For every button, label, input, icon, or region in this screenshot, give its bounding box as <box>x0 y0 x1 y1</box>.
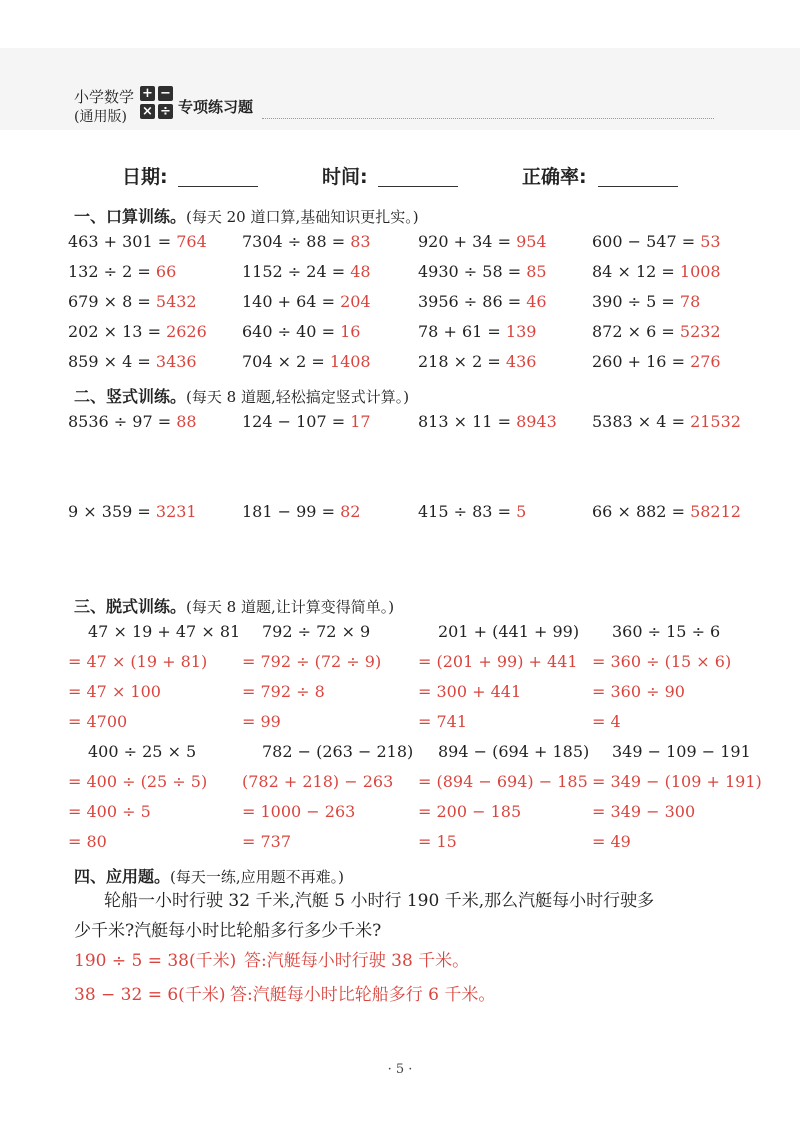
answer-2-calc: 38 − 32 = 6(千米) <box>74 985 226 1005</box>
operators-logo <box>140 86 174 120</box>
problem-item <box>418 232 547 252</box>
problem-answer: 46 <box>526 292 547 311</box>
problem-question: 78 + 61 = <box>418 322 501 341</box>
problem-answer: 276 <box>690 352 721 371</box>
problem-question: 813 × 11 = <box>418 412 511 431</box>
expression-question: 894 − (694 + 185) <box>438 742 590 761</box>
expression-step: = 200 − 185 <box>418 802 522 821</box>
problem-item <box>418 412 557 432</box>
problem-answer: 5232 <box>679 322 721 341</box>
problem-answer: 53 <box>700 232 721 251</box>
problem-item <box>592 292 700 312</box>
problem-question: 218 × 2 = <box>418 352 501 371</box>
section3-title: 三、脱式训练。(每天 8 道题,让计算变得简单。) <box>74 597 395 616</box>
expression-question: 782 − (263 − 218) <box>262 742 414 761</box>
problem-answer: 16 <box>340 322 361 341</box>
problem-item <box>68 352 197 372</box>
problem-question: 640 ÷ 40 = <box>242 322 335 341</box>
page-number: · 5 · <box>387 1062 413 1077</box>
time-label: 时间: <box>322 166 368 188</box>
problem-question: 124 − 107 = <box>242 412 346 431</box>
problem-question: 859 × 4 = <box>68 352 151 371</box>
problem-item <box>242 502 360 522</box>
problem-question: 600 − 547 = <box>592 232 696 251</box>
problem-answer: 66 <box>155 262 177 281</box>
problem-answer: 2626 <box>166 322 207 341</box>
expression-step: = 47 × (19 + 81) <box>68 652 208 671</box>
problem-answer: 21532 <box>690 412 741 431</box>
expression-step: = 99 <box>242 712 281 731</box>
problem-answer: 3436 <box>155 352 197 371</box>
problem-item <box>418 352 536 372</box>
problem-question: 84 × 12 = <box>592 262 675 281</box>
problem-item <box>592 232 721 252</box>
plus-icon: + <box>140 86 155 101</box>
expression-step: = 792 ÷ 8 <box>242 682 325 701</box>
problem-item <box>592 502 741 522</box>
problem-answer: 3231 <box>155 502 197 521</box>
date-label: 日期: <box>122 166 168 188</box>
date-blank <box>178 186 258 187</box>
expression-step: = 1000 − 263 <box>242 802 356 821</box>
series-title: 专项练习题 <box>178 98 254 116</box>
problem-answer: 88 <box>176 412 197 431</box>
minus-icon: − <box>158 86 173 101</box>
answer-1-text: 答:汽艇每小时行驶 38 千米。 <box>244 951 470 971</box>
problem-question: 8536 ÷ 97 = <box>68 412 172 431</box>
problem-answer: 764 <box>176 232 207 251</box>
problem-answer: 1408 <box>329 352 371 371</box>
problem-answer: 8943 <box>516 412 557 431</box>
time-blank <box>378 186 458 187</box>
times-icon: × <box>140 104 155 119</box>
expression-step: = 349 − (109 + 191) <box>592 772 762 791</box>
problem-question: 679 × 8 = <box>68 292 151 311</box>
expression-step: = 349 − 300 <box>592 802 696 821</box>
problem-answer: 17 <box>350 412 371 431</box>
expression-step: = 741 <box>418 712 468 731</box>
problem-line-2: 少千米?汽艇每小时比轮船多行多少千米? <box>74 921 382 941</box>
problem-item <box>592 262 721 282</box>
problem-question: 872 × 6 = <box>592 322 675 341</box>
problem-question: 704 × 2 = <box>242 352 325 371</box>
section4-title: 四、应用题。(每天一练,应用题不再难。) <box>74 867 344 886</box>
problem-item <box>242 232 371 252</box>
expression-question: 792 ÷ 72 × 9 <box>262 622 371 641</box>
problem-item <box>68 292 197 312</box>
problem-question: 66 × 882 = <box>592 502 685 521</box>
problem-question: 140 + 64 = <box>242 292 335 311</box>
divide-icon: ÷ <box>158 104 173 119</box>
expression-question: 47 × 19 + 47 × 81 <box>88 622 241 641</box>
expression-step: = 737 <box>242 832 292 851</box>
expression-question: 349 − 109 − 191 <box>612 742 751 761</box>
answer-1-calc: 190 ÷ 5 = 38(千米) <box>74 951 237 971</box>
problem-line-1: 轮船一小时行驶 32 千米,汽艇 5 小时行 190 千米,那么汽艇每小时行驶多 <box>104 891 655 911</box>
problem-question: 4930 ÷ 58 = <box>418 262 522 281</box>
problem-item <box>242 262 371 282</box>
problem-question: 3956 ÷ 86 = <box>418 292 522 311</box>
problem-question: 1152 ÷ 24 = <box>242 262 346 281</box>
problem-item <box>242 292 371 312</box>
problem-question: 415 ÷ 83 = <box>418 502 511 521</box>
problem-answer: 83 <box>350 232 371 251</box>
problem-answer: 82 <box>340 502 361 521</box>
problem-item <box>418 292 547 312</box>
section1-title: 一、口算训练。(每天 20 道口算,基础知识更扎实。) <box>74 207 419 226</box>
problem-answer: 204 <box>340 292 371 311</box>
accuracy-label: 正确率: <box>522 166 587 188</box>
expression-step: = 47 × 100 <box>68 682 161 701</box>
problem-question: 7304 ÷ 88 = <box>242 232 346 251</box>
expression-step: (782 + 218) − 263 <box>242 772 394 791</box>
expression-step: = (201 + 99) + 441 <box>418 652 578 671</box>
problem-answer: 139 <box>505 322 537 341</box>
problem-question: 390 ÷ 5 = <box>592 292 675 311</box>
expression-step: = 15 <box>418 832 457 851</box>
problem-question: 5383 × 4 = <box>592 412 685 431</box>
expression-step: = 360 ÷ (15 × 6) <box>592 652 732 671</box>
header-dotted-rule <box>262 118 714 119</box>
problem-answer: 436 <box>505 352 537 371</box>
expression-step: = 49 <box>592 832 631 851</box>
expression-step: = 4700 <box>68 712 128 731</box>
problem-question: 132 ÷ 2 = <box>68 262 151 281</box>
problem-item <box>68 262 176 282</box>
problem-item <box>418 502 526 522</box>
problem-answer: 78 <box>679 292 701 311</box>
problem-question: 181 − 99 = <box>242 502 335 521</box>
expression-step: = 400 ÷ (25 ÷ 5) <box>68 772 208 791</box>
problem-question: 9 × 359 = <box>68 502 151 521</box>
expression-step: = 80 <box>68 832 107 851</box>
problem-item <box>592 322 721 342</box>
expression-step: = (894 − 694) − 185 <box>418 772 588 791</box>
problem-item <box>68 502 197 522</box>
problem-item <box>592 352 721 372</box>
book-edition: (通用版) <box>74 109 127 125</box>
problem-item <box>418 322 536 342</box>
expression-step: = 360 ÷ 90 <box>592 682 685 701</box>
problem-answer: 5432 <box>155 292 197 311</box>
problem-question: 202 × 13 = <box>68 322 161 341</box>
problem-question: 920 + 34 = <box>418 232 511 251</box>
problem-answer: 58212 <box>690 502 741 521</box>
problem-item <box>68 232 207 252</box>
expression-step: = 400 ÷ 5 <box>68 802 151 821</box>
problem-item <box>418 262 547 282</box>
problem-question: 463 + 301 = <box>68 232 172 251</box>
problem-item <box>592 412 741 432</box>
problem-item <box>68 412 197 432</box>
expression-step: = 4 <box>592 712 621 731</box>
problem-answer: 5 <box>516 502 527 521</box>
book-title: 小学数学 <box>74 88 135 106</box>
problem-question: 260 + 16 = <box>592 352 685 371</box>
problem-answer: 48 <box>350 262 371 281</box>
problem-item <box>242 412 371 432</box>
problem-item <box>68 322 207 342</box>
problem-item <box>242 352 371 372</box>
problem-answer: 85 <box>526 262 547 281</box>
accuracy-blank <box>598 186 678 187</box>
expression-step: = 792 ÷ (72 ÷ 9) <box>242 652 382 671</box>
section2-title: 二、竖式训练。(每天 8 道题,轻松搞定竖式计算。) <box>74 387 410 406</box>
expression-question: 201 + (441 + 99) <box>438 622 580 641</box>
expression-step: = 300 + 441 <box>418 682 522 701</box>
problem-item <box>242 322 360 342</box>
problem-answer: 954 <box>516 232 547 251</box>
answer-2-text: 答:汽艇每小时比轮船多行 6 千米。 <box>230 985 496 1005</box>
problem-answer: 1008 <box>679 262 721 281</box>
expression-question: 360 ÷ 15 ÷ 6 <box>612 622 721 641</box>
expression-question: 400 ÷ 25 × 5 <box>88 742 197 761</box>
